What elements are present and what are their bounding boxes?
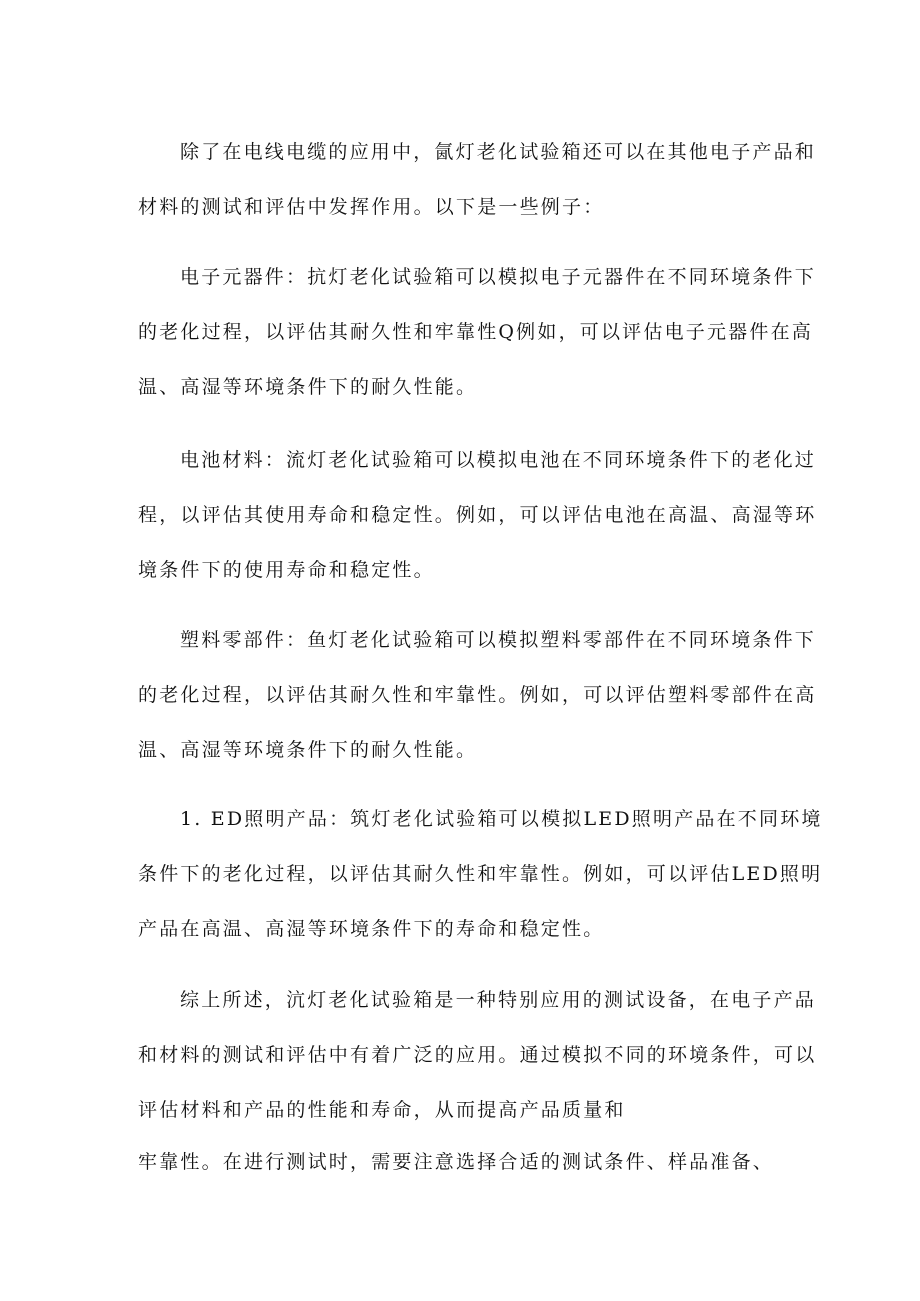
paragraph-6-line-3: 评估材料和产品的性能和寿命，从而提高产品质量和 [138, 1099, 626, 1121]
paragraph-3-line-3: 境条件下的使用寿命和稳定性。 [138, 559, 435, 581]
paragraph-6-line-2: 和材料的测试和评估中有着广泛的应用。通过模拟不同的环境条件，可以 [138, 1044, 817, 1066]
paragraph-3-line-1: 电池材料：流灯老化试验箱可以模拟电池在不同环境条件下的老化过 [180, 449, 817, 471]
paragraph-6-line-4: 牢靠性。在进行测试时，需要注意选择合适的测试条件、样品准备、 [138, 1151, 775, 1173]
paragraph-4-line-3: 温、高湿等环境条件下的耐久性能。 [138, 739, 478, 761]
paragraph-2-line-2: 的老化过程，以评估其耐久性和牢靠性Q例如，可以评估电子元器件在高 [138, 321, 813, 343]
paragraph-5-line-2: 条件下的老化过程，以评估其耐久性和牢靠性。例如，可以评估LED照明 [138, 863, 823, 885]
paragraph-2-line-3: 温、高湿等环境条件下的耐久性能。 [138, 376, 478, 398]
paragraph-4-line-1: 塑料零部件：鱼灯老化试验箱可以模拟塑料零部件在不同环境条件下 [180, 629, 817, 651]
paragraph-2-line-1: 电子元器件：抗灯老化试验箱可以模拟电子元器件在不同环境条件下 [180, 266, 817, 288]
paragraph-3-line-2: 程，以评估其使用寿命和稳定性。例如，可以评估电池在高温、高湿等环 [138, 504, 817, 526]
paragraph-1-line-1: 除了在电线电缆的应用中，氤灯老化试验箱还可以在其他电子产品和 [180, 141, 817, 163]
paragraph-5-line-1: 1. ED照明产品：筑灯老化试验箱可以模拟LED照明产品在不同环境 [180, 808, 823, 830]
paragraph-1-line-2: 材料的测试和评估中发挥作用。以下是一些例子： [138, 196, 605, 218]
paragraph-6-line-1: 综上所述，沆灯老化试验箱是一种特别应用的测试设备，在电子产品 [180, 989, 817, 1011]
paragraph-4-line-2: 的老化过程，以评估其耐久性和牢靠性。例如，可以评估塑料零部件在高 [138, 684, 817, 706]
paragraph-5-line-3: 产品在高温、高湿等环境条件下的寿命和稳定性。 [138, 918, 605, 940]
